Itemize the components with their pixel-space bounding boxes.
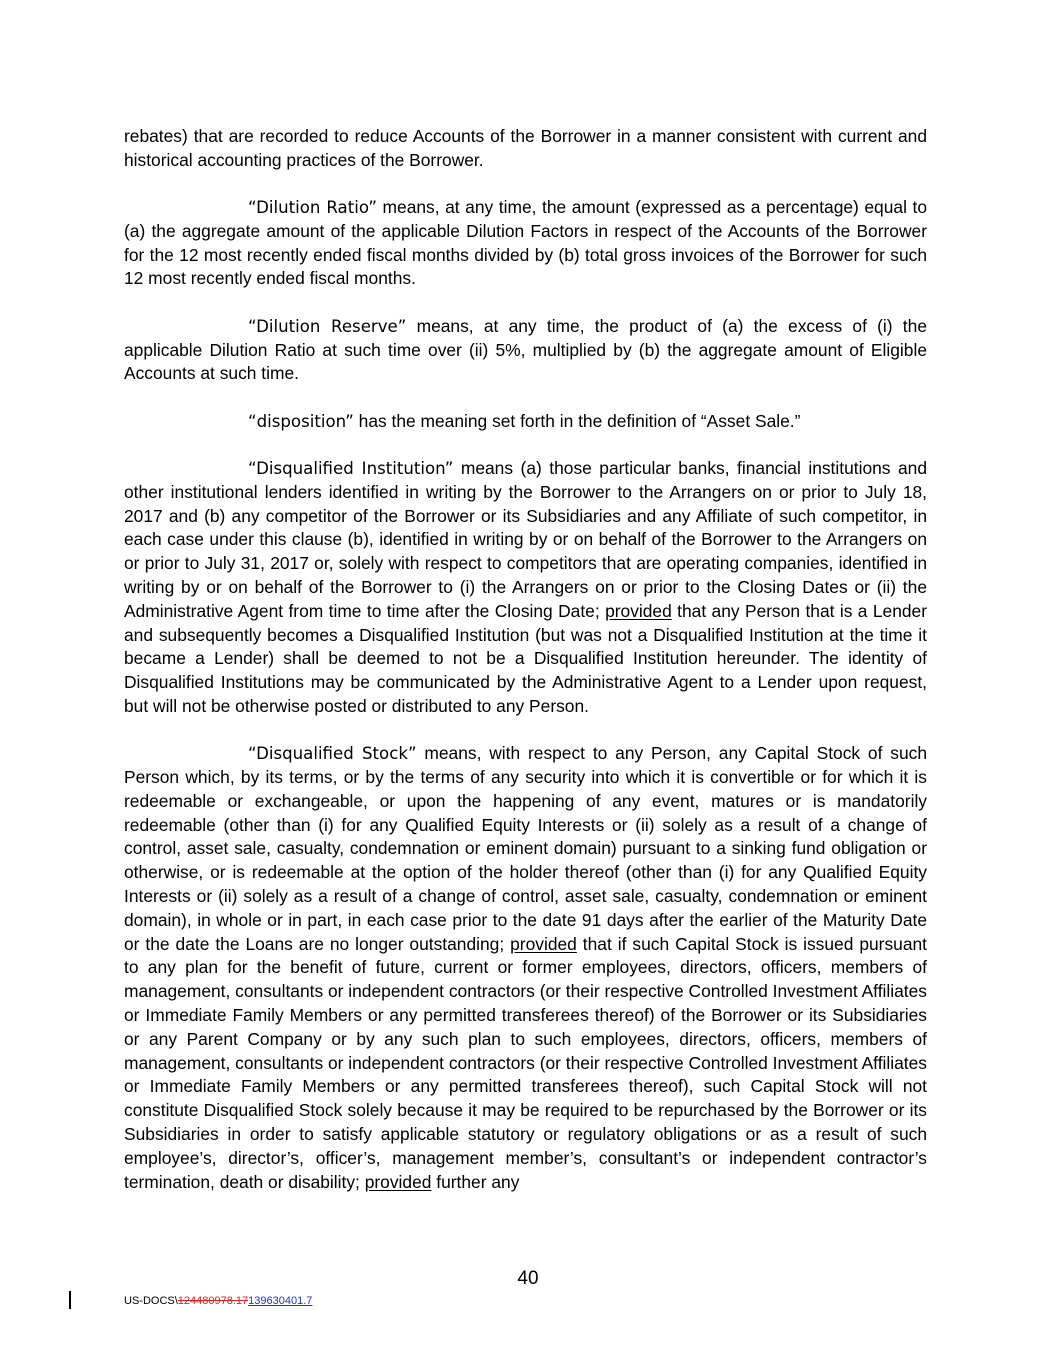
definition-text: means, at any time, the amount (expressed as a percentage) equal to (a) the aggregate amount of the applicable Dilution Factors in respect of the Accounts of the Borrower for the 12 most recently ended fiscal months divided by (b) total gross invoices of the Borrower for such 12 most recently ended fiscal months.	[124, 197, 927, 289]
document-id-prefix: US-DOCS\	[124, 1295, 178, 1307]
defined-term: “Disqualified Stock”	[248, 744, 417, 764]
defined-term: “disposition”	[248, 411, 354, 431]
defined-term: “Disqualified Institution”	[248, 458, 454, 478]
definition-disqualified-stock	[124, 742, 927, 1194]
definition-text: means, with respect to any Person, any Capital Stock of such Person which, by its terms, or by the terms of any security into which it is convertible or for which it is redeemable or exchangeable, or upon the happening of any event, matures or is mandatorily redeemable (other than (i) for any Qualified Equity Interests or (ii) solely as a result of a change of control, asset sale, casualty, condemnation or eminent domain) pursuant to a sinking fund obligation or otherwise, or is redeemable at the option of the holder thereof (other than (i) for any Qualified Equity Interests or (ii) solely as a result of a change of control, asset sale, casualty, condemnation or eminent domain), in whole or in part, in each case prior to the date 91 days after the earlier of the Maturity Date or the date the Loans are no longer outstanding;	[124, 743, 927, 954]
paragraph-text: rebates) that are recorded to reduce Accounts of the Borrower in a manner consistent with current and historical accounting practices of the Borrower.	[124, 126, 927, 170]
defined-term: “Dilution Reserve”	[248, 316, 407, 336]
inserted-document-id: 139630401.7	[248, 1295, 313, 1307]
definition-text: has the meaning set forth in the definition of “Asset Sale.”	[353, 410, 801, 431]
definition-text-continued: that any Person that is a Lender and subsequently becomes a Disqualified Institution (but was not a Disqualified Institution at the time it became a Lender) shall be deemed to not be a Disqualified Institution hereunder. The identity of Disqualified Institutions may be communicated by the Administrative Agent to a Lender upon request, but will not be otherwise posted or distributed to any Person.	[124, 600, 927, 716]
revision-change-bar	[69, 1291, 71, 1309]
page-number: 40	[517, 1268, 539, 1289]
definition-disposition	[124, 410, 927, 434]
document-body	[124, 125, 927, 1218]
paragraph-rebates-continuation	[124, 125, 927, 173]
definition-disqualified-institution	[124, 457, 927, 719]
definition-dilution-ratio	[124, 196, 927, 291]
definition-dilution-reserve	[124, 315, 927, 386]
provided-further-underlined: provided	[364, 1171, 432, 1192]
provided-underlined: provided	[605, 600, 672, 621]
definition-text: means, at any time, the product of (a) the excess of (i) the applicable Dilution Ratio at such time over (ii) 5%, multiplied by (b) the aggregate amount of Eligible Accounts at such time.	[124, 315, 927, 384]
defined-term: “Dilution Ratio”	[248, 198, 377, 218]
definition-text: means (a) those particular banks, financial institutions and other institutional lenders identified in writing by the Borrower to the Arrangers on or prior to July 18, 2017 and (b) any competitor of the Borrower or its Subsidiaries and any Affiliate of such competitor, in each case under this clause (b), identified in writing by or on behalf of the Borrower to the Arrangers on or prior to July 31, 2017 or, solely with respect to competitors that are operating companies, identified in writing by or on behalf of the Borrower to (i) the Arrangers on or prior to the Closing Dates or (ii) the Administrative Agent from time to time after the Closing Date;	[124, 457, 927, 621]
definition-text-tail: further any	[431, 1171, 520, 1192]
document-id	[124, 1295, 312, 1308]
provided-underlined: provided	[510, 933, 577, 954]
deleted-document-id: 124480978.17	[177, 1295, 249, 1307]
definition-text-continued: that if such Capital Stock is issued pursuant to any plan for the benefit of future, current or former employees, directors, officers, members of management, consultants or independent contractors (or their respective Controlled Investment Affiliates or Immediate Family Members or any permitted transferees thereof) of the Borrower or its Subsidiaries or any Parent Company or by any such plan to such employees, directors, officers, members of management, consultants or independent contractors (or their respective Controlled Investment Affiliates or Immediate Family Members or any permitted transferees thereof), such Capital Stock will not constitute Disqualified Stock solely because it may be required to be repurchased by the Borrower or its Subsidiaries in order to satisfy applicable statutory or regulatory obligations or as a result of such employee’s, director’s, officer’s, management member’s, consultant’s or independent contractor’s termination, death or disability;	[124, 933, 927, 1192]
